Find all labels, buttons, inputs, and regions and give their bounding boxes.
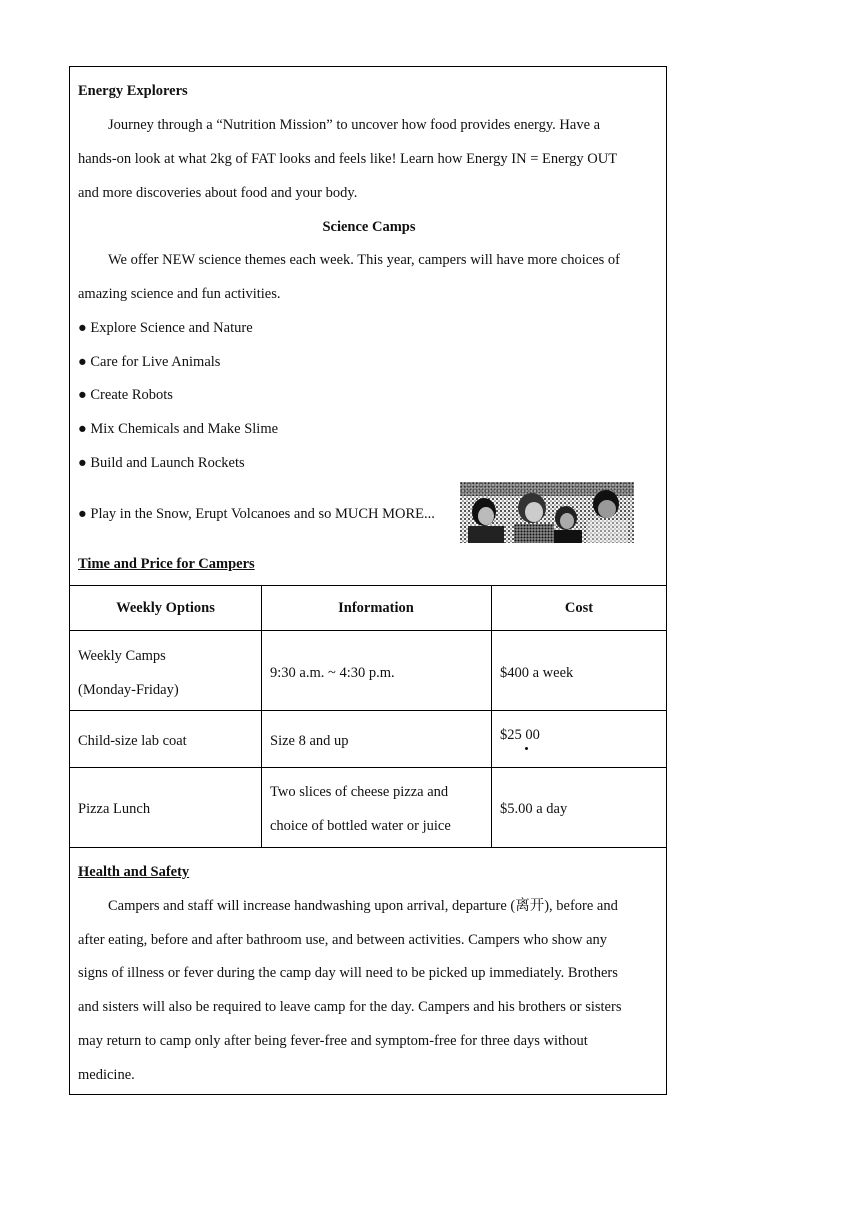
bullet-item: ● Mix Chemicals and Make Slime [78, 421, 279, 437]
science-title: Science Camps [322, 219, 416, 235]
header-weekly-options: Weekly Options [116, 600, 215, 616]
health-paragraph-line: after eating, before and after bathroom use, and between activities. Campers who show any [78, 932, 608, 948]
science-paragraph-line: amazing science and fun activities. [78, 286, 281, 302]
info-cell: Size 8 and up [270, 733, 349, 749]
energy-paragraph-line: hands-on look at what 2kg of FAT looks and feels like! Learn how Energy IN = Energy OUT [78, 151, 618, 167]
science-paragraph-line: We offer NEW science themes each week. This year, campers will have more choices of [108, 252, 620, 268]
option-cell: Weekly Camps [78, 648, 166, 664]
health-paragraph-line: signs of illness or fever during the camp day will need to be picked up immediately. Brothers [78, 965, 618, 981]
health-heading: Health and Safety [78, 864, 190, 880]
health-paragraph-line: and sisters will also be required to leave camp for the day. Campers and his brothers or sisters [78, 999, 622, 1015]
bullet-item: ● Care for Live Animals [78, 354, 221, 370]
option-cell: (Monday-Friday) [78, 682, 179, 698]
bullet-item: ● Explore Science and Nature [78, 320, 253, 336]
health-paragraph-line: may return to camp only after being fever-free and symptom-free for three days without [78, 1033, 588, 1049]
bullet-item: ● Play in the Snow, Erupt Volcanoes and so MUCH MORE... [78, 506, 435, 522]
info-cell: choice of bottled water or juice [270, 818, 451, 834]
option-cell: Pizza Lunch [78, 801, 151, 817]
energy-paragraph-line: and more discoveries about food and your body. [78, 185, 358, 201]
info-cell: 9:30 a.m. ~ 4:30 p.m. [270, 665, 395, 681]
health-paragraph-line: Campers and staff will increase handwashing upon arrival, departure (离开), before and [108, 898, 618, 914]
energy-title: Energy Explorers [78, 83, 188, 99]
cost-cell: $400 a week [500, 665, 574, 681]
pricing-heading: Time and Price for Campers [78, 556, 255, 572]
bullet-item: ● Create Robots [78, 387, 173, 403]
document-frame [69, 66, 667, 1095]
campers-photo [460, 482, 634, 543]
energy-paragraph-line: Journey through a “Nutrition Mission” to uncover how food provides energy. Have a [108, 117, 601, 133]
health-paragraph-line: medicine. [78, 1067, 135, 1083]
bullet-item: ● Build and Launch Rockets [78, 455, 245, 471]
info-cell: Two slices of cheese pizza and [270, 784, 449, 800]
decimal-dot [525, 747, 528, 750]
option-cell: Child-size lab coat [78, 733, 187, 749]
header-information: Information [338, 600, 414, 616]
cost-cell: $5.00 a day [500, 801, 568, 817]
cost-cell: $25 00 [500, 727, 540, 743]
header-cost: Cost [564, 600, 594, 616]
